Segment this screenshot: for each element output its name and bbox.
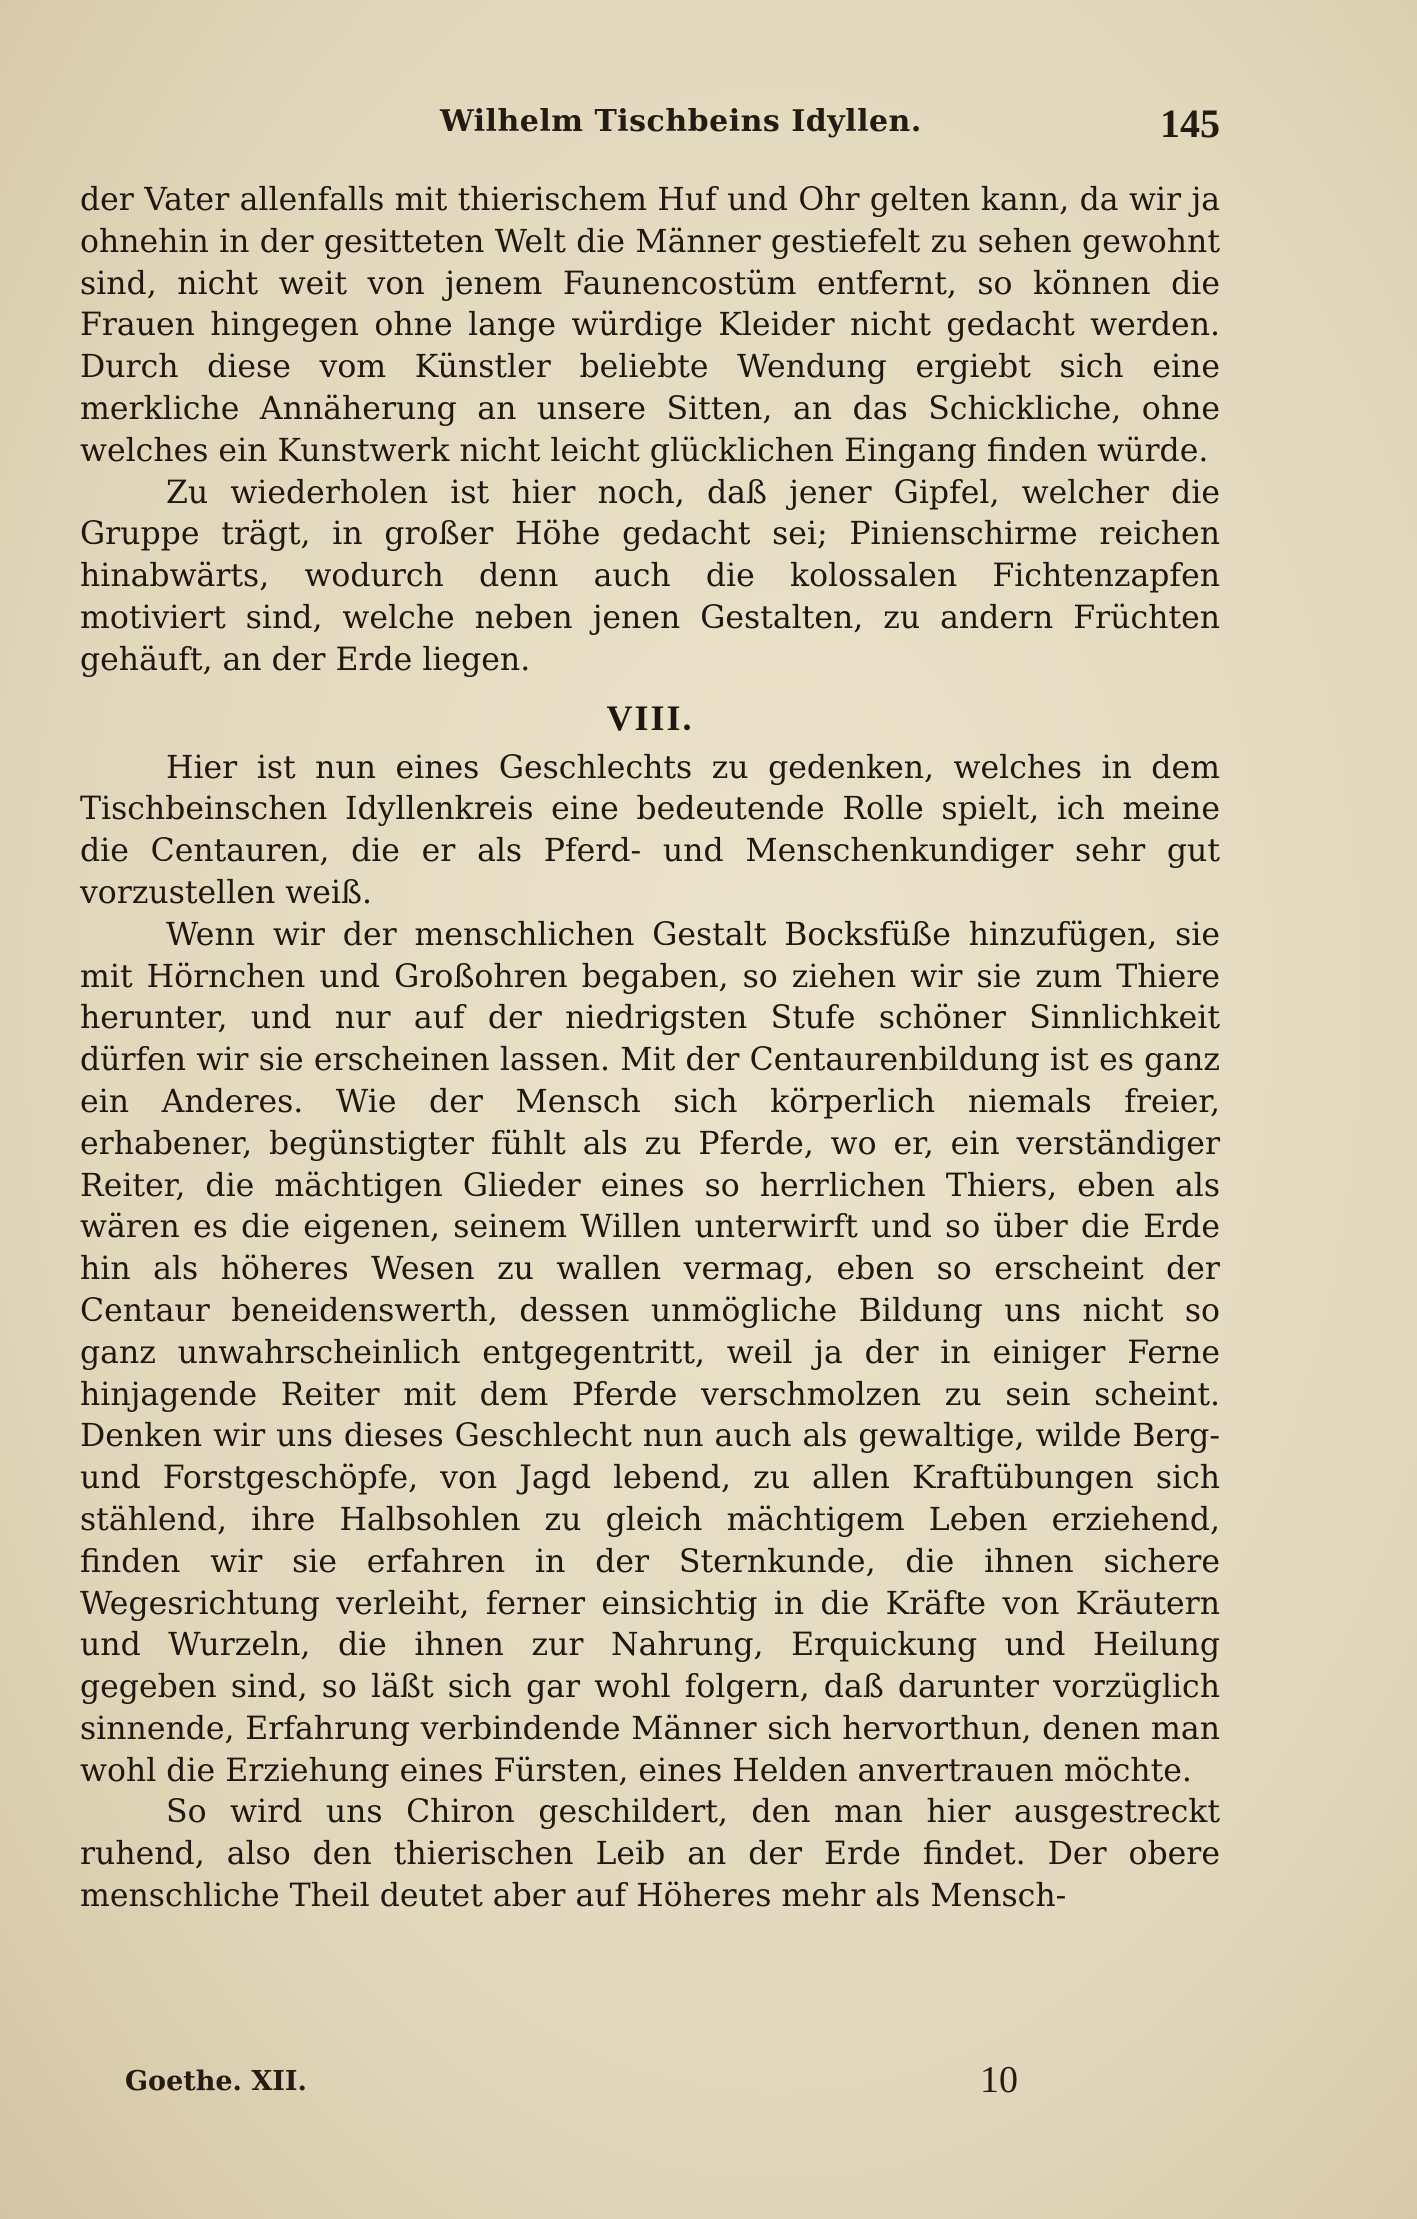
running-head: Wilhelm Tischbeins Idyllen. (440, 104, 922, 139)
paragraph: Wenn wir der menschlichen Gestalt Bocksfüße hinzufügen, sie mit Hörnchen und Großohren begaben, so ziehen wir sie zum Thiere herunter, und nur auf der niedrigsten Stufe schöner Sinnlichkeit dürfen wir sie erscheinen lassen. Mit der Centaurenbildung ist es ganz ein Anderes. Wie der Mensch sich körperlich niemals freier, erhabener, begünstigter fühlt als zu Pferde, wo er, ein verständiger Reiter, die mächtigen Glieder eines so herrlichen Thiers, eben als wären es die eigenen, seinem Willen unterwirft und so über die Erde hin als höheres Wesen zu wallen vermag, eben so erscheint der Centaur beneidenswerth, dessen unmögliche Bildung uns nicht so ganz unwahrscheinlich entgegentritt, weil ja der in einiger Ferne hinjagende Reiter mit dem Pferde verschmolzen zu sein scheint. Denken wir uns dieses Geschlecht nun auch als gewaltige, wilde Berg- und Forstgeschöpfe, von Jagd lebend, zu allen Kraftübungen sich stählend, ihre Halbsohlen zu gleich mächtigem Leben erziehend, finden wir sie erfahren in der Sternkunde, die ihnen sichere Wegesrichtung verleiht, ferner einsichtig in die Kräfte von Kräutern und Wurzeln, die ihnen zur Nahrung, Erquickung und Heilung gegeben sind, so läßt sich gar wohl folgern, daß darunter vorzüglich sinnende, Erfahrung verbindende Männer sich hervorthun, denen man wohl die Erziehung eines Fürsten, eines Helden anvertrauen möchte. (80, 916, 1220, 1789)
paragraph: Hier ist nun eines Geschlechts zu gedenken, welches in dem Tischbeinschen Idyllenkreis eine bedeutende Rolle spielt, ich meine die Centauren, die er als Pferd- und Menschenkundiger sehr gut vorzustellen weiß. (80, 749, 1220, 911)
page-header (80, 100, 1220, 160)
page-footer (125, 2058, 1185, 2108)
page-number: 145 (1160, 101, 1220, 146)
section-heading: VIII. (606, 697, 694, 738)
page-body (80, 180, 1220, 1918)
paragraph: der Vater allenfalls mit thierischem Huf und Ohr gelten kann, da wir ja ohnehin in der gesitteten Welt die Männer gestiefelt zu sehen gewohnt sind, nicht weit von jenem Faunencostüm entfernt, so können die Frauen hingegen ohne lange würdige Kleider nicht gedacht werden. Durch diese vom Künstler beliebte Wendung ergiebt sich eine merkliche Annäherung an unsere Sitten, an das Schickliche, ohne welches ein Kunstwerk nicht leicht glücklichen Eingang finden würde. (80, 182, 1220, 469)
sheet-number: 10 (980, 2059, 1018, 2101)
paragraph: So wird uns Chiron geschildert, den man hier ausgestreckt ruhend, also den thierischen Leib an der Erde findet. Der obere menschliche Theil deutet aber auf Höheres mehr als Mensch- (80, 1794, 1220, 1915)
paragraph: Zu wiederholen ist hier noch, daß jener Gipfel, welcher die Gruppe trägt, in großer Höhe gedacht sei; Pinienschirme reichen hinabwärts, wodurch denn auch die kolossalen Fichtenzapfen motiviert sind, welche neben jenen Gestalten, zu andern Früchten gehäuft, an der Erde liegen. (80, 474, 1220, 678)
printer-signature: Goethe. XII. (125, 2066, 307, 2097)
